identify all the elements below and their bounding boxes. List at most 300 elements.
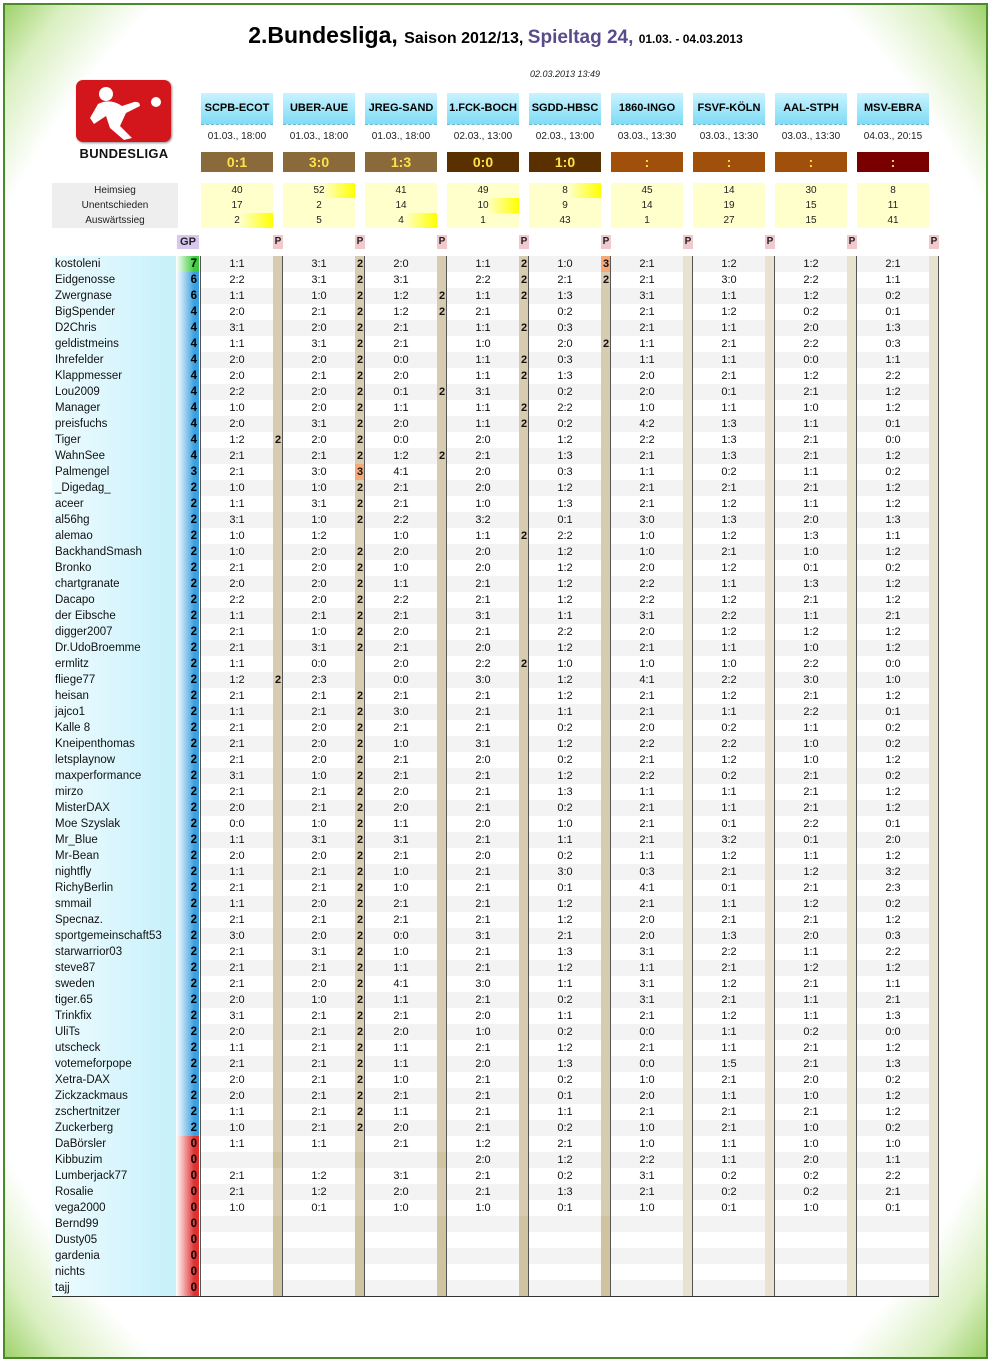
- tip-cell: 2:1: [365, 640, 437, 656]
- tip-cell: 1:0: [611, 1200, 683, 1216]
- tip-cell: 2:1: [693, 864, 765, 880]
- tip-cell: 2:2: [693, 672, 765, 688]
- player-name: vega2000: [52, 1200, 176, 1216]
- tip-cell: [611, 1248, 683, 1264]
- tip-cell: 0:2: [693, 1184, 765, 1200]
- tip-cell: 1:3: [529, 944, 601, 960]
- tip-points: 2: [356, 882, 364, 894]
- match-stats: [775, 183, 847, 228]
- tip-cell: 2:1: [365, 1088, 437, 1104]
- tip-cell: 1:0: [365, 1200, 437, 1216]
- tip-cell: 1:1: [775, 1008, 847, 1024]
- tip-cell: 1:1: [201, 656, 273, 672]
- player-name: sweden: [52, 976, 176, 992]
- tip-cell: 2:0: [283, 736, 355, 752]
- tip-points: 2: [356, 946, 364, 958]
- tip-cell: 2:2: [611, 576, 683, 592]
- page-title: 2.Bundesliga, Saison 2012/13, Spieltag 24, 01.03. - 04.03.2013: [248, 22, 743, 48]
- tip-cell: 2:1: [283, 1120, 355, 1136]
- tip-cell: 1:1: [857, 352, 929, 368]
- tip-cell: [283, 1264, 355, 1280]
- tip-cell: 1:1: [201, 704, 273, 720]
- match-stats: [201, 183, 273, 228]
- player-row: [52, 256, 938, 272]
- stat-home-value: 30: [775, 183, 847, 198]
- player-row: [52, 704, 938, 720]
- tip-points: 2: [356, 546, 364, 558]
- tip-cell: 1:2: [529, 896, 601, 912]
- match-date: 02.03., 13:00: [447, 125, 519, 149]
- tip-cell: 1:2: [775, 960, 847, 976]
- tip-cell: 0:3: [857, 928, 929, 944]
- tip-cell: 2:0: [283, 848, 355, 864]
- tip-cell: 1:1: [529, 608, 601, 624]
- player-points: 2: [176, 672, 199, 688]
- tip-cell: 1:3: [857, 1008, 929, 1024]
- tip-cell: 1:0: [775, 1120, 847, 1136]
- tip-cell: 3:1: [283, 640, 355, 656]
- tip-cell: 1:1: [365, 1040, 437, 1056]
- tip-points: 2: [356, 562, 364, 574]
- tip-cell: 2:0: [611, 624, 683, 640]
- stat-draw-value: 10: [447, 198, 519, 213]
- home-win-label: Heimsieg: [94, 185, 136, 196]
- tip-cell: 1:1: [529, 976, 601, 992]
- player-name: Kibbuzim: [52, 1152, 176, 1168]
- tip-cell: [857, 1248, 929, 1264]
- tip-cell: 1:1: [201, 864, 273, 880]
- tip-cell: 2:0: [201, 848, 273, 864]
- tip-cell: 1:1: [693, 1088, 765, 1104]
- stat-draw-value: 17: [201, 198, 273, 213]
- tip-cell: 2:1: [775, 432, 847, 448]
- tip-cell: 3:0: [775, 672, 847, 688]
- tip-cell: 0:2: [857, 464, 929, 480]
- tip-cell: 2:2: [201, 592, 273, 608]
- tip-cell: 0:1: [857, 816, 929, 832]
- tip-cell: 2:2: [775, 816, 847, 832]
- tip-cell: 2:2: [611, 1152, 683, 1168]
- player-name: sportgemeinschaft53: [52, 928, 176, 944]
- tip-cell: 0:2: [775, 304, 847, 320]
- tip-cell: 2:0: [447, 816, 519, 832]
- player-row: [52, 960, 938, 976]
- tip-cell: 2:2: [693, 608, 765, 624]
- tip-cell: 0:3: [529, 352, 601, 368]
- tip-cell: 2:0: [201, 368, 273, 384]
- tip-cell: 2:1: [283, 1024, 355, 1040]
- player-points: 4: [176, 400, 199, 416]
- tip-cell: 2:2: [529, 400, 601, 416]
- tip-cell: 2:0: [775, 1152, 847, 1168]
- tip-cell: 2:1: [283, 960, 355, 976]
- tip-cell: 2:0: [611, 384, 683, 400]
- player-row: [52, 1104, 938, 1120]
- tip-cell: 0:1: [693, 880, 765, 896]
- tip-cell: 2:1: [283, 1056, 355, 1072]
- tip-cell: 3:0: [447, 976, 519, 992]
- tip-cell: 2:1: [693, 1072, 765, 1088]
- tip-cell: 1:2: [775, 896, 847, 912]
- update-timestamp: 02.03.2013 13:49: [529, 69, 601, 79]
- match-code: JREG-SAND: [365, 93, 437, 125]
- stat-home-value: 52: [283, 183, 355, 198]
- tip-cell: 2:2: [775, 336, 847, 352]
- tip-points: 2: [356, 1090, 364, 1102]
- player-name: Lumberjack77: [52, 1168, 176, 1184]
- tip-points: 3: [356, 466, 364, 478]
- tip-cell: 3:1: [365, 272, 437, 288]
- tip-cell: 0:2: [693, 768, 765, 784]
- tip-cell: 1:3: [693, 416, 765, 432]
- player-name: DaBörsler: [52, 1136, 176, 1152]
- player-name: gardenia: [52, 1248, 176, 1264]
- tip-table: [52, 256, 939, 1297]
- tip-cell: 1:2: [857, 800, 929, 816]
- tip-cell: 0:0: [611, 1056, 683, 1072]
- tip-cell: 1:2: [529, 1040, 601, 1056]
- player-row: [52, 640, 938, 656]
- tip-cell: 2:0: [201, 352, 273, 368]
- tip-cell: 2:1: [611, 1104, 683, 1120]
- tip-cell: 2:1: [365, 896, 437, 912]
- tip-cell: 2:1: [447, 880, 519, 896]
- tip-cell: 2:1: [775, 880, 847, 896]
- player-row: [52, 288, 938, 304]
- player-row: [52, 592, 938, 608]
- tip-cell: 2:1: [611, 272, 683, 288]
- player-points: 2: [176, 496, 199, 512]
- player-points: 4: [176, 384, 199, 400]
- player-points: 2: [176, 640, 199, 656]
- match-score: :: [857, 152, 929, 172]
- player-row: [52, 512, 938, 528]
- tip-cell: 2:0: [365, 624, 437, 640]
- tip-cell: 1:1: [201, 288, 273, 304]
- tip-cell: 0:2: [529, 384, 601, 400]
- player-points: 2: [176, 560, 199, 576]
- tip-cell: 2:1: [447, 304, 519, 320]
- match-code: FSVF-KÖLN: [693, 93, 765, 125]
- tip-cell: 2:1: [283, 912, 355, 928]
- player-points: 4: [176, 416, 199, 432]
- player-points: 2: [176, 512, 199, 528]
- player-name: alemao: [52, 528, 176, 544]
- stat-away-value: 5: [283, 213, 355, 228]
- tip-cell: 2:1: [201, 1168, 273, 1184]
- player-points: 2: [176, 1040, 199, 1056]
- tip-cell: [775, 1264, 847, 1280]
- tip-cell: 1:1: [775, 416, 847, 432]
- tip-cell: 1:0: [283, 480, 355, 496]
- tip-cell: 0:0: [365, 928, 437, 944]
- tip-points: 2: [520, 370, 528, 382]
- player-points: 0: [176, 1168, 199, 1184]
- stat-away-value: 27: [693, 213, 765, 228]
- tip-cell: 0:1: [283, 1200, 355, 1216]
- tip-cell: 0:0: [365, 352, 437, 368]
- tip-cell: 2:0: [611, 560, 683, 576]
- player-row: [52, 528, 938, 544]
- player-name: Klappmesser: [52, 368, 176, 384]
- tip-cell: 2:0: [201, 1072, 273, 1088]
- player-row: [52, 368, 938, 384]
- player-row: [52, 1200, 938, 1216]
- tip-cell: 0:1: [529, 512, 601, 528]
- tip-cell: 0:0: [611, 1024, 683, 1040]
- player-points: 2: [176, 816, 199, 832]
- tip-cell: 2:1: [283, 368, 355, 384]
- tip-cell: 2:1: [447, 832, 519, 848]
- player-points: 0: [176, 1248, 199, 1264]
- player-row: [52, 880, 938, 896]
- match-date: 03.03., 13:30: [693, 125, 765, 149]
- tip-cell: 2:0: [447, 640, 519, 656]
- player-points: 4: [176, 304, 199, 320]
- tip-cell: 0:2: [693, 464, 765, 480]
- tip-cell: [447, 1248, 519, 1264]
- tip-cell: 1:2: [529, 736, 601, 752]
- match-column: [693, 93, 765, 172]
- tip-points: 2: [356, 1042, 364, 1054]
- tip-cell: 2:2: [611, 736, 683, 752]
- tip-cell: 2:0: [857, 832, 929, 848]
- tip-cell: 3:1: [611, 1168, 683, 1184]
- player-row: [52, 1056, 938, 1072]
- tip-points: 2: [356, 434, 364, 446]
- player-row: [52, 848, 938, 864]
- tip-cell: 0:3: [857, 336, 929, 352]
- tip-cell: 1:1: [693, 784, 765, 800]
- tip-cell: 0:1: [775, 560, 847, 576]
- tip-cell: 2:0: [365, 1120, 437, 1136]
- tip-cell: 2:1: [201, 640, 273, 656]
- tip-cell: 1:2: [857, 624, 929, 640]
- player-row: [52, 720, 938, 736]
- tip-cell: [857, 1232, 929, 1248]
- tip-cell: 2:1: [775, 1040, 847, 1056]
- tip-cell: 2:1: [447, 720, 519, 736]
- tip-points: 2: [438, 450, 446, 462]
- tip-cell: 1:1: [447, 288, 519, 304]
- match-date: 01.03., 18:00: [201, 125, 273, 149]
- tip-cell: 1:1: [693, 1152, 765, 1168]
- tip-cell: 1:1: [693, 896, 765, 912]
- tip-cell: 0:0: [857, 656, 929, 672]
- tip-cell: 1:1: [611, 784, 683, 800]
- tip-cell: 1:3: [775, 576, 847, 592]
- player-row: [52, 976, 938, 992]
- player-row: [52, 304, 938, 320]
- player-points: 2: [176, 864, 199, 880]
- tip-cell: 2:1: [283, 448, 355, 464]
- tip-cell: [365, 1232, 437, 1248]
- tip-cell: 2:1: [365, 1136, 437, 1152]
- player-name: Trinkfix: [52, 1008, 176, 1024]
- player-row: [52, 608, 938, 624]
- player-name: utscheck: [52, 1040, 176, 1056]
- tip-cell: [529, 1280, 601, 1296]
- stat-home-value: 45: [611, 183, 683, 198]
- player-name: UliTs: [52, 1024, 176, 1040]
- player-name: Kalle 8: [52, 720, 176, 736]
- tip-points: 2: [356, 850, 364, 862]
- tip-cell: 2:1: [775, 1056, 847, 1072]
- tip-cell: 2:2: [201, 384, 273, 400]
- tip-cell: 1:0: [857, 672, 929, 688]
- tip-cell: [201, 1152, 273, 1168]
- tip-cell: 2:1: [775, 976, 847, 992]
- tip-points: 2: [356, 354, 364, 366]
- tip-cell: 2:0: [447, 464, 519, 480]
- player-points: 2: [176, 832, 199, 848]
- tip-cell: 2:0: [201, 416, 273, 432]
- tip-cell: 1:3: [529, 784, 601, 800]
- tip-cell: 1:1: [857, 976, 929, 992]
- player-row: [52, 672, 938, 688]
- player-row: [52, 784, 938, 800]
- league-name: 2.Bundesliga: [248, 22, 392, 48]
- tip-cell: 2:1: [857, 1184, 929, 1200]
- tip-cell: 2:0: [283, 976, 355, 992]
- tip-cell: 3:1: [447, 384, 519, 400]
- tip-cell: 0:2: [529, 1024, 601, 1040]
- tip-cell: 1:2: [857, 640, 929, 656]
- tip-cell: 2:1: [529, 272, 601, 288]
- tip-cell: 3:1: [201, 320, 273, 336]
- player-row: [52, 912, 938, 928]
- tip-points: 2: [356, 370, 364, 382]
- tip-cell: 1:3: [529, 1184, 601, 1200]
- tip-cell: 0:2: [857, 1072, 929, 1088]
- player-row: [52, 688, 938, 704]
- tip-cell: 2:1: [611, 752, 683, 768]
- tip-cell: 3:1: [283, 832, 355, 848]
- player-points: 2: [176, 1104, 199, 1120]
- tip-cell: 0:0: [857, 1024, 929, 1040]
- tip-cell: 1:0: [201, 480, 273, 496]
- tip-cell: 0:0: [283, 656, 355, 672]
- player-name: Dacapo: [52, 592, 176, 608]
- tip-points: 2: [274, 674, 282, 686]
- tip-cell: 1:0: [447, 496, 519, 512]
- tip-cell: [611, 1264, 683, 1280]
- player-points: 2: [176, 880, 199, 896]
- tip-cell: 1:1: [201, 832, 273, 848]
- tip-cell: 2:1: [693, 960, 765, 976]
- tip-cell: [447, 1232, 519, 1248]
- tip-cell: 2:1: [201, 752, 273, 768]
- tip-cell: 0:1: [693, 384, 765, 400]
- tip-cell: 2:0: [611, 1088, 683, 1104]
- tip-cell: [529, 1264, 601, 1280]
- match-score: :: [693, 152, 765, 172]
- player-name: starwarrior03: [52, 944, 176, 960]
- player-name: D2Chris: [52, 320, 176, 336]
- tip-points: 2: [356, 338, 364, 350]
- tip-cell: 2:1: [693, 1120, 765, 1136]
- tip-cell: 2:2: [201, 272, 273, 288]
- tip-cell: 0:1: [529, 1088, 601, 1104]
- stat-away-value: 41: [857, 213, 929, 228]
- tip-cell: 3:0: [447, 672, 519, 688]
- tip-cell: 1:2: [529, 672, 601, 688]
- tip-cell: 2:2: [529, 528, 601, 544]
- match-code: MSV-EBRA: [857, 93, 929, 125]
- bundesliga-logo: [70, 78, 178, 166]
- tip-cell: 2:1: [365, 768, 437, 784]
- player-name: BigSpender: [52, 304, 176, 320]
- tip-cell: 4:2: [611, 416, 683, 432]
- tip-points: 2: [356, 1074, 364, 1086]
- column-separator: [938, 256, 939, 1296]
- tip-cell: [775, 1216, 847, 1232]
- player-row: [52, 320, 938, 336]
- draw-label: Unentschieden: [81, 200, 149, 211]
- player-row: [52, 432, 938, 448]
- tip-cell: 2:1: [611, 320, 683, 336]
- tip-cell: [283, 1248, 355, 1264]
- tip-cell: [447, 1216, 519, 1232]
- tip-points: 2: [356, 274, 364, 286]
- tip-points: 2: [356, 578, 364, 590]
- player-points: 2: [176, 656, 199, 672]
- tip-cell: 2:1: [283, 688, 355, 704]
- tip-cell: 1:1: [693, 1136, 765, 1152]
- tip-cell: 2:1: [611, 496, 683, 512]
- tip-cell: 2:1: [611, 480, 683, 496]
- tip-cell: 2:1: [283, 1088, 355, 1104]
- tip-cell: 2:1: [365, 912, 437, 928]
- player-row: [52, 1264, 938, 1280]
- player-row: [52, 1232, 938, 1248]
- tip-cell: 3:1: [365, 1168, 437, 1184]
- tip-cell: 1:0: [283, 768, 355, 784]
- tip-cell: 1:0: [201, 400, 273, 416]
- tip-cell: 1:0: [447, 336, 519, 352]
- tip-cell: 1:1: [611, 352, 683, 368]
- tip-cell: 2:1: [365, 848, 437, 864]
- tip-cell: 1:2: [775, 368, 847, 384]
- tip-cell: 1:0: [365, 560, 437, 576]
- tip-cell: 2:1: [283, 880, 355, 896]
- tip-cell: 3:1: [201, 512, 273, 528]
- tip-cell: 2:0: [447, 560, 519, 576]
- stat-away-value: 1: [447, 213, 519, 228]
- match-score: 1:3: [365, 152, 437, 172]
- player-points: 0: [176, 1184, 199, 1200]
- tip-cell: 0:2: [857, 768, 929, 784]
- tip-cell: 0:1: [529, 1200, 601, 1216]
- tip-cell: [611, 1280, 683, 1296]
- player-row: [52, 1040, 938, 1056]
- tip-cell: 1:2: [693, 304, 765, 320]
- tip-cell: [201, 1216, 273, 1232]
- tip-cell: 3:2: [857, 864, 929, 880]
- player-row: [52, 624, 938, 640]
- tip-cell: 1:2: [529, 960, 601, 976]
- player-row: [52, 544, 938, 560]
- player-name: digger2007: [52, 624, 176, 640]
- player-points: 2: [176, 704, 199, 720]
- player-row: [52, 272, 938, 288]
- points-column-tag: P: [766, 236, 774, 247]
- player-row: [52, 560, 938, 576]
- tip-cell: 2:1: [283, 1072, 355, 1088]
- tip-cell: 1:2: [693, 688, 765, 704]
- tip-points: 2: [356, 770, 364, 782]
- tip-cell: 1:2: [857, 576, 929, 592]
